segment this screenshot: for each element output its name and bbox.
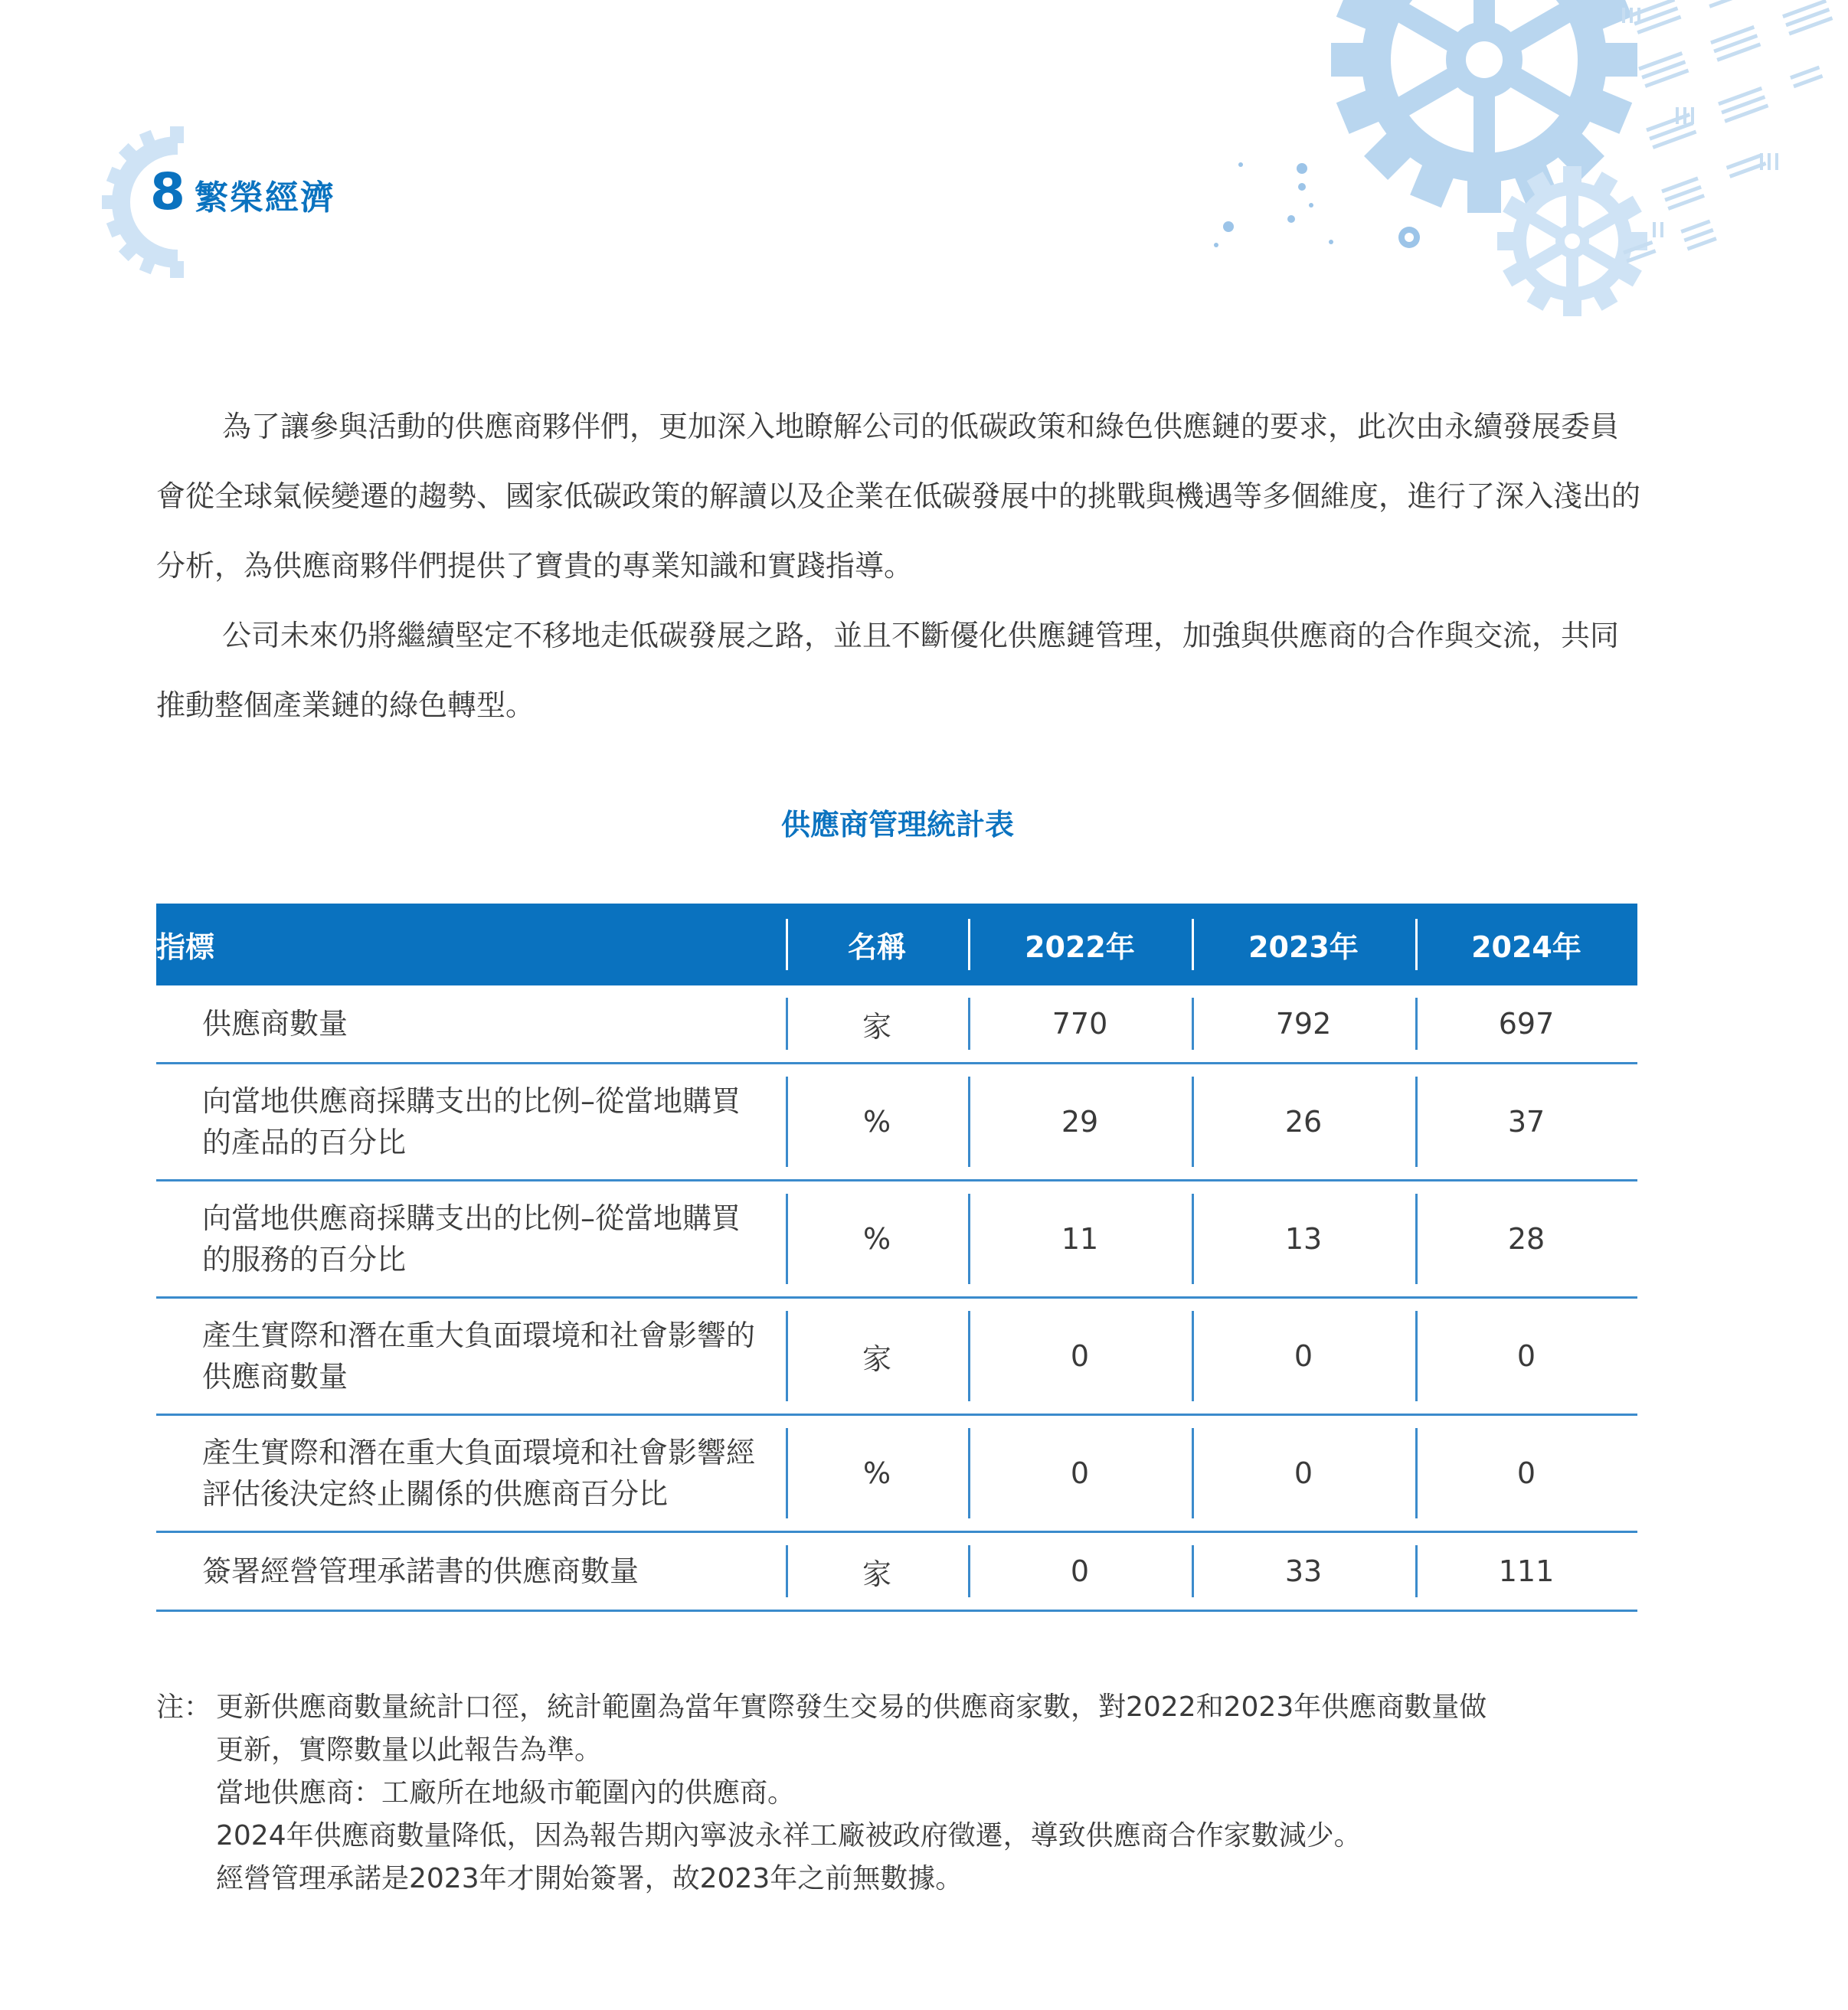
row-value-2023: 26 — [1192, 1064, 1415, 1181]
chapter-number: 8 — [150, 162, 185, 221]
row-indicator: 簽署經營管理承諾書的供應商數量 — [202, 1554, 639, 1588]
note-prefix: 注： — [156, 1691, 212, 1723]
header-2023: 2023年 — [1192, 904, 1415, 985]
paragraph: 為了讓參與活動的供應商夥伴們，更加深入地瞭解公司的低碳政策和綠色供應鏈的要求，此次由永續發展委員會從全球氣候變遷的趨勢、國家低碳政策的解讀以及企業在低碳發展中的挑戰與機遇等多個維度，進行了深入淺出的分析，為供應商夥伴們提供了寶貴的專業知識和實踐指導。 — [156, 410, 1641, 583]
header-unit: 名稱 — [786, 904, 968, 985]
row-unit: 家 — [786, 1298, 968, 1415]
row-value-2023: 0 — [1192, 1415, 1415, 1532]
notes — [156, 1686, 1487, 1901]
table-title: 供應商管理統計表 — [780, 808, 1014, 842]
decorative-dash-pattern — [1624, 0, 1833, 270]
row-unit: % — [786, 1064, 968, 1181]
row-indicator: 供應商數量 — [202, 1007, 348, 1041]
tiny-gear-icon — [1398, 227, 1420, 248]
supplier-stats-table — [156, 904, 1637, 1612]
row-indicator: 產生實際和潛在重大負面環境和社會影響的供應商數量 — [202, 1319, 756, 1394]
large-gear-icon — [1331, 0, 1637, 213]
row-value-2022: 29 — [968, 1064, 1192, 1181]
note-text: 經營管理承諾是2023年才開始簽署，故2023年之前無數據。 — [216, 1863, 963, 1894]
row-value-2022: 770 — [968, 985, 1192, 1064]
chapter-heading — [150, 162, 335, 221]
row-value-2024: 28 — [1415, 1181, 1637, 1298]
table-row — [156, 1298, 1637, 1415]
table-row — [156, 1532, 1637, 1611]
row-indicator: 產生實際和潛在重大負面環境和社會影響經評估後決定終止關係的供應商百分比 — [202, 1436, 756, 1511]
note-text: 2024年供應商數量降低，因為報告期內寧波永祥工廠被政府徵遷，導致供應商合作家數減少。 — [216, 1820, 1362, 1851]
row-value-2024: 0 — [1415, 1298, 1637, 1415]
row-value-2023: 792 — [1192, 985, 1415, 1064]
row-unit: % — [786, 1181, 968, 1298]
body-text — [156, 392, 1642, 740]
table-row — [156, 985, 1637, 1064]
header-2024: 2024年 — [1415, 904, 1637, 985]
row-value-2024: 37 — [1415, 1064, 1637, 1181]
row-value-2023: 13 — [1192, 1181, 1415, 1298]
note-text: 更新，實際數量以此報告為準。 — [216, 1734, 603, 1766]
row-value-2024: 697 — [1415, 985, 1637, 1064]
row-value-2022: 0 — [968, 1532, 1192, 1611]
note-text: 當地供應商：工廠所在地級市範圍內的供應商。 — [216, 1777, 796, 1809]
header-2022: 2022年 — [968, 904, 1192, 985]
table-row — [156, 1181, 1637, 1298]
row-unit: % — [786, 1415, 968, 1532]
table-row — [156, 1064, 1637, 1181]
row-value-2023: 0 — [1192, 1298, 1415, 1415]
row-indicator: 向當地供應商採購支出的比例–從當地購買的產品的百分比 — [202, 1084, 741, 1159]
decorative-dots — [1214, 162, 1333, 247]
chapter-title: 繁榮經濟 — [194, 178, 335, 217]
row-value-2023: 33 — [1192, 1532, 1415, 1611]
row-unit: 家 — [786, 985, 968, 1064]
row-value-2024: 111 — [1415, 1532, 1637, 1611]
row-value-2022: 0 — [968, 1415, 1192, 1532]
header-indicator: 指標 — [156, 904, 786, 985]
row-value-2022: 0 — [968, 1298, 1192, 1415]
row-value-2024: 0 — [1415, 1415, 1637, 1532]
row-value-2022: 11 — [968, 1181, 1192, 1298]
table-header-row — [156, 904, 1637, 985]
note-line — [156, 1686, 1487, 1729]
note-text: 更新供應商數量統計口徑，統計範圍為當年實際發生交易的供應商家數，對2022和2023年供應商數量做 — [216, 1691, 1487, 1723]
row-unit: 家 — [786, 1532, 968, 1611]
table-row — [156, 1415, 1637, 1532]
row-indicator: 向當地供應商採購支出的比例–從當地購買的服務的百分比 — [202, 1201, 741, 1276]
paragraph: 公司未來仍將繼續堅定不移地走低碳發展之路，並且不斷優化供應鏈管理，加強與供應商的合作與交流，共同推動整個產業鏈的綠色轉型。 — [156, 619, 1620, 722]
